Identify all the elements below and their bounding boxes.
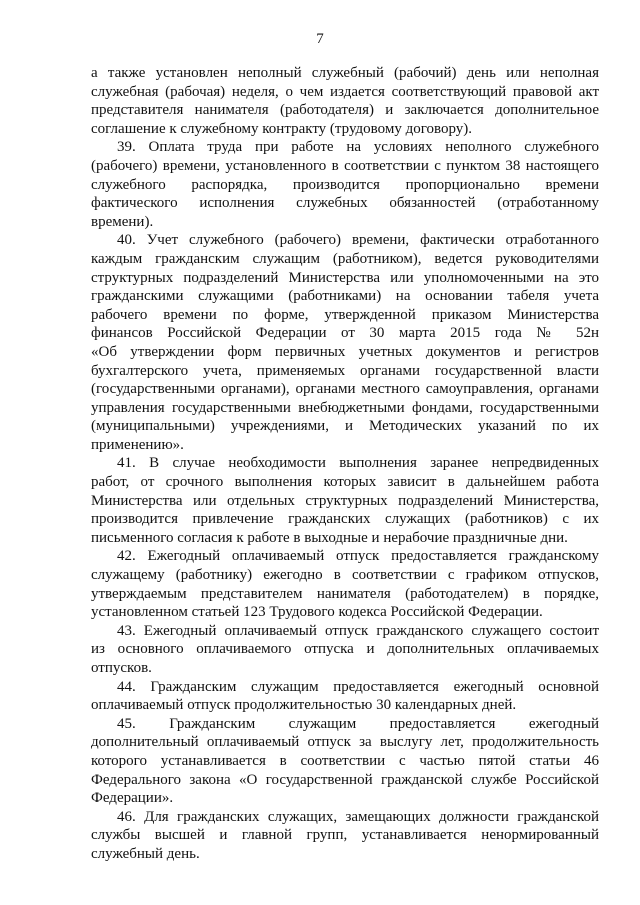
text-line: отпусков.: [91, 660, 152, 676]
text-line: (государственными органами), органами местного самоуправления, органами: [91, 381, 599, 398]
paragraph-41: [91, 454, 599, 547]
text-line: письменного согласия к работе в выходные и нерабочие праздничные дни.: [91, 529, 568, 546]
text-line: структурных подразделений Министерства или уполномоченными на это: [91, 269, 599, 286]
text-line: оплачиваемый отпуск продолжительностью 30 календарных дней.: [91, 697, 517, 714]
text-line: (рабочего) времени, установленного в соответствии с пунктом 38 настоящего: [91, 157, 599, 174]
text-line: а также установлен неполный служебный (рабочий) день или неполная: [91, 65, 599, 81]
text-line: представителя нанимателя (работодателя) и заключается дополнительное: [91, 102, 599, 119]
paragraph-44: [91, 678, 599, 715]
text-line: фактического исполнения служебных обязанностей (отработанному: [91, 195, 599, 212]
text-line: применению».: [91, 436, 184, 453]
text-line: Министерства или отдельных структурных подразделений Министерства,: [91, 492, 599, 509]
text-line: 39. Оплата труда при работе на условиях неполного служебного: [117, 139, 599, 156]
paragraph-46: [91, 808, 599, 864]
text-line: служебная (рабочая) неделя, о чем издается соответствующий правовой акт: [91, 83, 599, 100]
text-line: финансов Российской Федерации от 30 марта 2015 года № 52н: [91, 325, 599, 342]
text-line: 41. В случае необходимости выполнения заранее непредвиденных: [117, 455, 599, 472]
page-number: 7: [316, 31, 324, 47]
document-body: [91, 64, 599, 864]
text-line: 44. Гражданским служащим предоставляется ежегодный основной: [117, 678, 599, 695]
paragraph-43: [91, 622, 599, 678]
text-line: дополнительный оплачиваемый отпуск за выслугу лет, продолжительность: [91, 734, 599, 751]
text-line: бухгалтерского учета, применяемых органами государственной власти: [91, 362, 599, 379]
text-line: служащему (работнику) ежегодно в соответствии с графиком отпусков,: [91, 567, 599, 584]
text-line: служебный день.: [91, 845, 200, 862]
text-line: «Об утверждении форм первичных учетных документов и регистров: [91, 343, 599, 360]
paragraph-38-continuation: [91, 64, 599, 138]
paragraph-40: [91, 231, 599, 454]
text-line: службы высшей и главной групп, устанавливается ненормированный: [91, 827, 599, 844]
text-line: служебного распорядка, производится пропорционально времени: [91, 176, 599, 193]
paragraph-45: [91, 715, 599, 808]
text-line: каждым гражданским служащим (работником), ведется руководителями: [91, 250, 599, 267]
paragraph-39: [91, 138, 599, 231]
text-line: соглашение к служебному контракту (трудовому договору).: [91, 120, 473, 137]
paragraph-42: [91, 547, 599, 621]
text-line: времени).: [91, 213, 154, 230]
text-line: 40. Учет служебного (рабочего) времени, фактически отработанного: [117, 232, 599, 249]
text-line: Федерации».: [91, 790, 174, 807]
text-line: рабочего времени по форме, утвержденной приказом Министерства: [91, 306, 599, 323]
text-line: управления государственными внебюджетными фондами, государственными: [91, 399, 599, 416]
text-line: из основного оплачиваемого отпуска и дополнительных оплачиваемых: [91, 641, 599, 658]
text-line: производится привлечение гражданских служащих (работников) с их: [91, 511, 599, 528]
text-line: установленном статьей 123 Трудового кодекса Российской Федерации.: [91, 604, 543, 621]
text-line: 42. Ежегодный оплачиваемый отпуск предоставляется гражданскому: [117, 548, 599, 565]
text-line: (муниципальными) учреждениями, и Методических указаний по их: [91, 418, 599, 435]
text-line: которого устанавливается в соответствии с частью пятой статьи 46: [91, 752, 599, 769]
text-line: гражданскими служащими (работниками) на основании табеля учета: [91, 288, 599, 305]
text-line: утверждаемым представителем нанимателя (работодателем) в порядке,: [91, 585, 599, 602]
text-line: Федерального закона «О государственной гражданской службе Российской: [91, 771, 599, 788]
text-line: 46. Для гражданских служащих, замещающих должности гражданской: [117, 808, 599, 825]
text-line: работ, от срочного выполнения которых зависит в дальнейшем работа: [91, 474, 599, 491]
text-line: 45. Гражданским служащим предоставляется ежегодный: [117, 715, 599, 732]
text-line: 43. Ежегодный оплачиваемый отпуск гражданского служащего состоит: [117, 622, 599, 639]
